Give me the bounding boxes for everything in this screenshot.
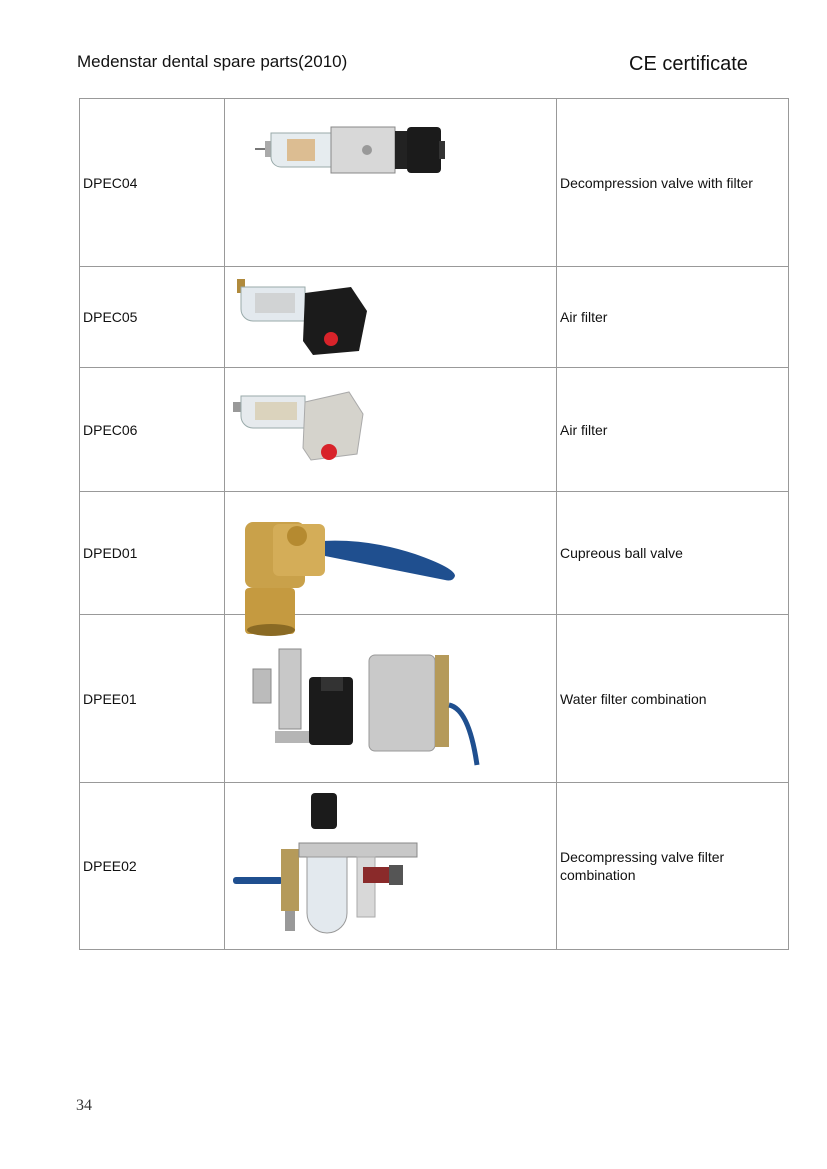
valve-filter-combination-icon xyxy=(225,783,557,950)
part-description: Air filter xyxy=(557,368,789,492)
table-row xyxy=(80,267,789,368)
part-image-cell xyxy=(225,267,557,368)
part-image-cell xyxy=(225,615,557,783)
part-code: DPEC04 xyxy=(80,99,225,267)
table-row xyxy=(80,783,789,950)
table-row xyxy=(80,99,789,267)
part-image-cell xyxy=(225,783,557,950)
part-code: DPEC06 xyxy=(80,368,225,492)
part-image-cell xyxy=(225,492,557,615)
table-row xyxy=(80,615,789,783)
document-title: Medenstar dental spare parts(2010) xyxy=(77,52,348,71)
part-image-cell xyxy=(225,368,557,492)
air-filter-grey-icon xyxy=(225,368,557,492)
table-row xyxy=(80,368,789,492)
part-description: Decompressing valve filter combination xyxy=(557,783,789,950)
part-code: DPED01 xyxy=(80,492,225,615)
page-number: 34 xyxy=(76,1097,92,1114)
certificate-label: CE certificate xyxy=(629,53,748,75)
part-code: DPEE02 xyxy=(80,783,225,950)
ball-valve-icon xyxy=(225,492,557,615)
part-description: Cupreous ball valve xyxy=(557,492,789,615)
part-code: DPEC05 xyxy=(80,267,225,368)
table-row xyxy=(80,492,789,615)
part-code: DPEE01 xyxy=(80,615,225,783)
water-filter-combination-icon xyxy=(225,615,557,783)
part-description: Decompression valve with filter xyxy=(557,99,789,267)
part-image-cell xyxy=(225,99,557,267)
part-description: Water filter combination xyxy=(557,615,789,783)
air-filter-black-icon xyxy=(225,267,557,368)
parts-table xyxy=(79,98,789,950)
regulator-filter-icon xyxy=(225,99,557,267)
part-description: Air filter xyxy=(557,267,789,368)
